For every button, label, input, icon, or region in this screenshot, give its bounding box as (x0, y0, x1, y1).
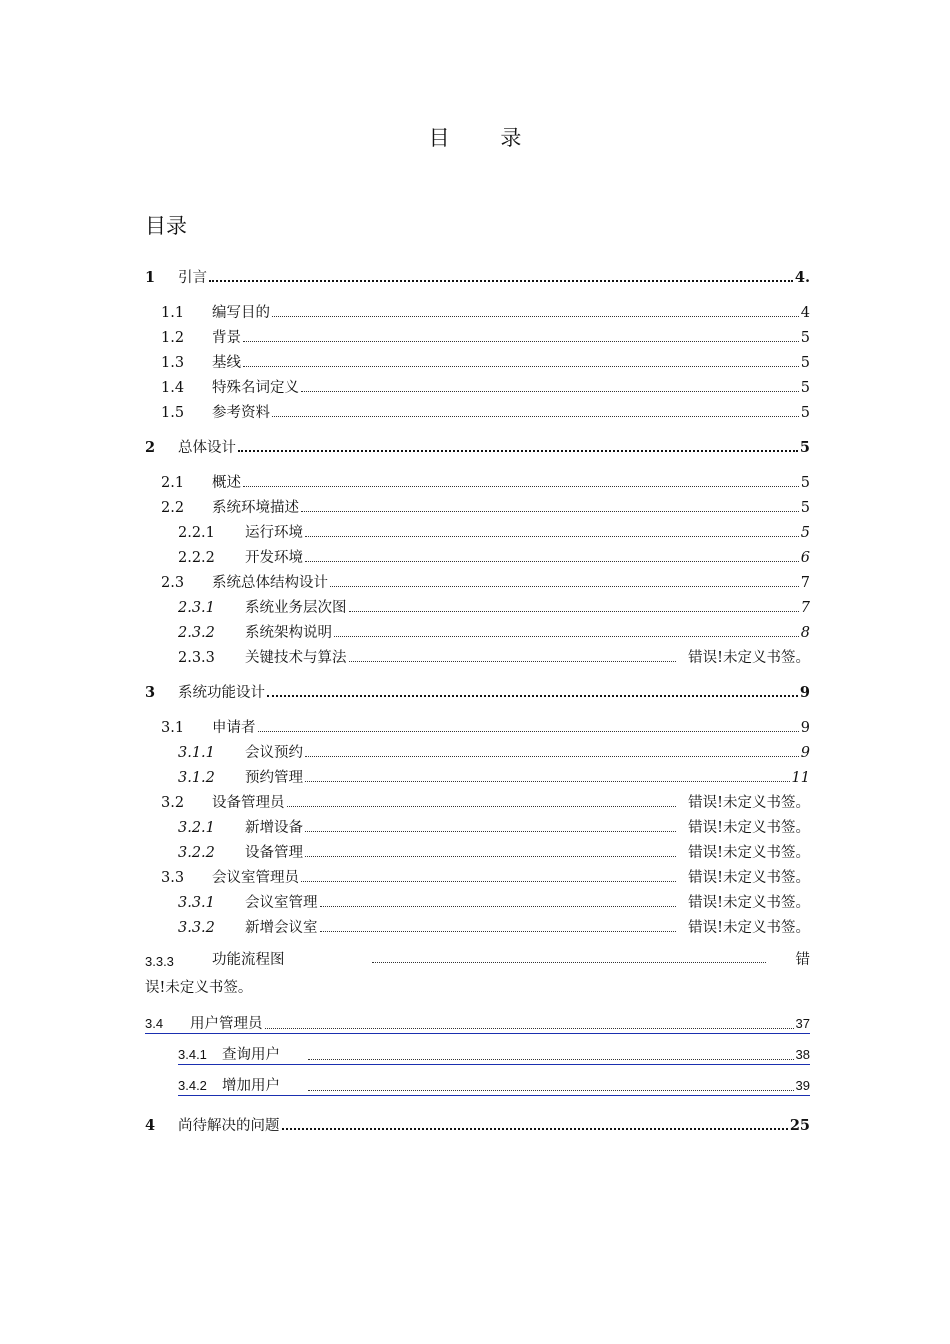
toc-leader (305, 830, 676, 832)
toc-page: 5 (800, 355, 810, 371)
toc-num: 3.3.3 (145, 954, 174, 969)
toc-entry-2[interactable] (145, 432, 810, 457)
toc-leader (305, 755, 799, 757)
toc-entry-1-5[interactable] (145, 397, 810, 422)
toc-num: 3 (145, 684, 156, 701)
toc-page: 5 (800, 525, 810, 541)
toc-title: 引言 (178, 270, 207, 286)
toc-entry-3-1-2[interactable] (145, 762, 810, 787)
toc-title: 申请者 (212, 720, 256, 736)
toc-entry-3[interactable] (145, 677, 810, 702)
toc-page: 6 (800, 550, 810, 566)
toc-title: 系统总体结构设计 (212, 575, 328, 591)
toc-num: 3.1.1 (178, 745, 215, 761)
toc-title: 系统功能设计 (178, 685, 265, 701)
toc-leader (258, 730, 799, 732)
toc-leader (282, 1127, 788, 1130)
toc-entry-1-1[interactable] (145, 297, 810, 322)
toc-leader (320, 905, 677, 907)
toc-entry-3-3-3-continued: 误!未定义书签。 (145, 979, 253, 996)
toc-title: 增加用户 (222, 1078, 280, 1094)
toc-entry-2-2[interactable] (145, 492, 810, 517)
toc-leader (238, 449, 798, 452)
toc-page: 5 (800, 475, 810, 491)
toc-title: 会议预约 (245, 745, 303, 761)
toc-entry-2-3-2[interactable] (145, 617, 810, 642)
toc-page: 错误!未定义书签。 (688, 870, 810, 886)
toc-num: 2.3.1 (178, 600, 215, 616)
toc-page: 9 (800, 745, 810, 761)
toc-title: 系统业务层次图 (245, 600, 347, 616)
toc-num: 3.4.2 (178, 1078, 207, 1093)
toc-title: 特殊名词定义 (212, 380, 299, 396)
toc-num: 2.2 (161, 500, 185, 516)
toc-leader (287, 805, 677, 807)
toc-page: 5 (800, 405, 810, 421)
toc-num: 3.2.2 (178, 845, 215, 861)
toc-leader (305, 780, 790, 782)
toc-entry-4[interactable] (145, 1110, 810, 1135)
toc-page: 5 (799, 439, 810, 456)
toc-num: 2.3.3 (178, 650, 215, 666)
toc-entry-3-3-2[interactable] (145, 912, 810, 937)
toc-entry-3-1[interactable] (145, 712, 810, 737)
toc-num: 3.4 (145, 1016, 164, 1031)
toc-num: 3.3.2 (178, 920, 215, 936)
toc-entry-2-3[interactable] (145, 567, 810, 592)
toc-title: 用户管理员 (190, 1016, 263, 1032)
toc-leader (272, 415, 799, 417)
toc-title: 开发环境 (245, 550, 303, 566)
toc-title: 关键技术与算法 (245, 650, 347, 666)
toc-num: 3.1 (161, 720, 185, 736)
toc-entry-3-4-2[interactable] (178, 1065, 810, 1096)
toc-title: 运行环境 (245, 525, 303, 541)
toc-page: 7 (800, 600, 810, 616)
toc-page: 5 (800, 380, 810, 396)
toc-title: 编写目的 (212, 305, 270, 321)
toc-num: 3.3 (161, 870, 185, 886)
toc-entry-1-2[interactable] (145, 322, 810, 347)
toc-page: 错误!未定义书签。 (688, 650, 810, 666)
toc-num: 3.3.1 (178, 895, 215, 911)
toc-title: 系统环境描述 (212, 500, 299, 516)
toc-num: 3.4.1 (178, 1047, 207, 1062)
toc-page: 37 (795, 1016, 810, 1031)
toc-entry-2-3-1[interactable] (145, 592, 810, 617)
toc-page: 错误!未定义书签。 (688, 845, 810, 861)
toc-page: 38 (795, 1047, 810, 1062)
toc-num: 2.2.1 (178, 525, 215, 541)
toc-heading: 目录 (145, 214, 187, 238)
toc-title: 参考资料 (212, 405, 270, 421)
toc-num: 2.1 (161, 475, 185, 491)
toc-num: 2 (145, 439, 156, 456)
toc-num: 2.3 (161, 575, 185, 591)
toc-num: 3.2 (161, 795, 185, 811)
toc-leader (301, 390, 799, 392)
toc-leader (305, 560, 799, 562)
toc-title: 尚待解决的问题 (178, 1118, 280, 1134)
toc-page: 错 (795, 952, 810, 968)
toc-title: 背景 (212, 330, 241, 346)
toc-num: 2.3.2 (178, 625, 215, 641)
toc-entry-3-3[interactable] (145, 862, 810, 887)
toc-leader (334, 635, 799, 637)
toc-page: 4. (794, 269, 810, 286)
toc-title: 会议室管理 (245, 895, 318, 911)
toc-page: 错误!未定义书签。 (688, 895, 810, 911)
toc-leader (243, 365, 799, 367)
toc-page: 9 (800, 720, 810, 736)
toc-num: 2.2.2 (178, 550, 215, 566)
toc-entry-3-3-1[interactable] (145, 887, 810, 912)
toc-entry-3-2-1[interactable] (145, 812, 810, 837)
toc-entry-1-4[interactable] (145, 372, 810, 397)
toc-leader (349, 610, 799, 612)
toc-title: 功能流程图 (212, 952, 285, 968)
toc-entry-3-1-1[interactable] (145, 737, 810, 762)
toc-leader (372, 962, 766, 963)
toc-num: 3.2.1 (178, 820, 215, 836)
toc-page: 9 (799, 684, 810, 701)
table-of-contents (145, 262, 810, 1135)
toc-num: 3.1.2 (178, 770, 215, 786)
toc-num: 4 (145, 1117, 156, 1134)
toc-leader (243, 340, 799, 342)
toc-num: 1.1 (161, 305, 185, 321)
toc-leader (243, 485, 799, 487)
toc-leader (267, 694, 798, 697)
toc-entry-1-3[interactable] (145, 347, 810, 372)
toc-title: 查询用户 (222, 1047, 280, 1063)
toc-num: 1.2 (161, 330, 185, 346)
toc-page: 错误!未定义书签。 (688, 795, 810, 811)
toc-entry-2-1[interactable] (145, 467, 810, 492)
toc-entry-3-4-1[interactable] (178, 1034, 810, 1065)
toc-leader (305, 855, 676, 857)
toc-title: 新增会议室 (245, 920, 318, 936)
toc-title: 设备管理员 (212, 795, 285, 811)
toc-page: 错误!未定义书签。 (688, 820, 810, 836)
toc-leader (301, 880, 676, 882)
toc-leader (308, 1089, 794, 1091)
toc-entry-3-2-2[interactable] (145, 837, 810, 862)
toc-leader (330, 585, 799, 587)
toc-page: 39 (795, 1078, 810, 1093)
toc-page: 错误!未定义书签。 (688, 920, 810, 936)
toc-page: 5 (800, 330, 810, 346)
toc-title: 概述 (212, 475, 241, 491)
toc-title: 会议室管理员 (212, 870, 299, 886)
toc-page: 11 (791, 770, 810, 786)
toc-entry-2-2-1[interactable] (145, 517, 810, 542)
toc-title: 新增设备 (245, 820, 303, 836)
toc-entry-3-2[interactable] (145, 787, 810, 812)
toc-entry-3-4[interactable] (145, 1005, 810, 1034)
toc-num: 1.3 (161, 355, 185, 371)
toc-num: 1.5 (161, 405, 185, 421)
toc-num: 1 (145, 269, 156, 286)
toc-title: 预约管理 (245, 770, 303, 786)
toc-leader (320, 930, 677, 932)
toc-leader (349, 660, 677, 662)
toc-leader (301, 510, 799, 512)
toc-leader (265, 1027, 794, 1029)
toc-page: 4 (800, 305, 810, 321)
toc-entry-1[interactable] (145, 262, 810, 287)
toc-num: 1.4 (161, 380, 185, 396)
toc-title: 基线 (212, 355, 241, 371)
toc-page: 25 (789, 1117, 810, 1134)
toc-title: 总体设计 (178, 440, 236, 456)
toc-page: 5 (800, 500, 810, 516)
toc-entry-2-2-2[interactable] (145, 542, 810, 567)
toc-page: 8 (800, 625, 810, 641)
toc-title: 系统架构说明 (245, 625, 332, 641)
toc-leader (308, 1058, 794, 1060)
page-title: 目 录 (428, 126, 544, 150)
toc-entry-2-3-3[interactable] (145, 642, 810, 667)
toc-entry-3-3-3[interactable] (145, 941, 810, 969)
toc-leader (209, 279, 793, 282)
toc-leader (305, 535, 799, 537)
toc-leader (272, 315, 799, 317)
toc-page: 7 (800, 575, 810, 591)
toc-title: 设备管理 (245, 845, 303, 861)
